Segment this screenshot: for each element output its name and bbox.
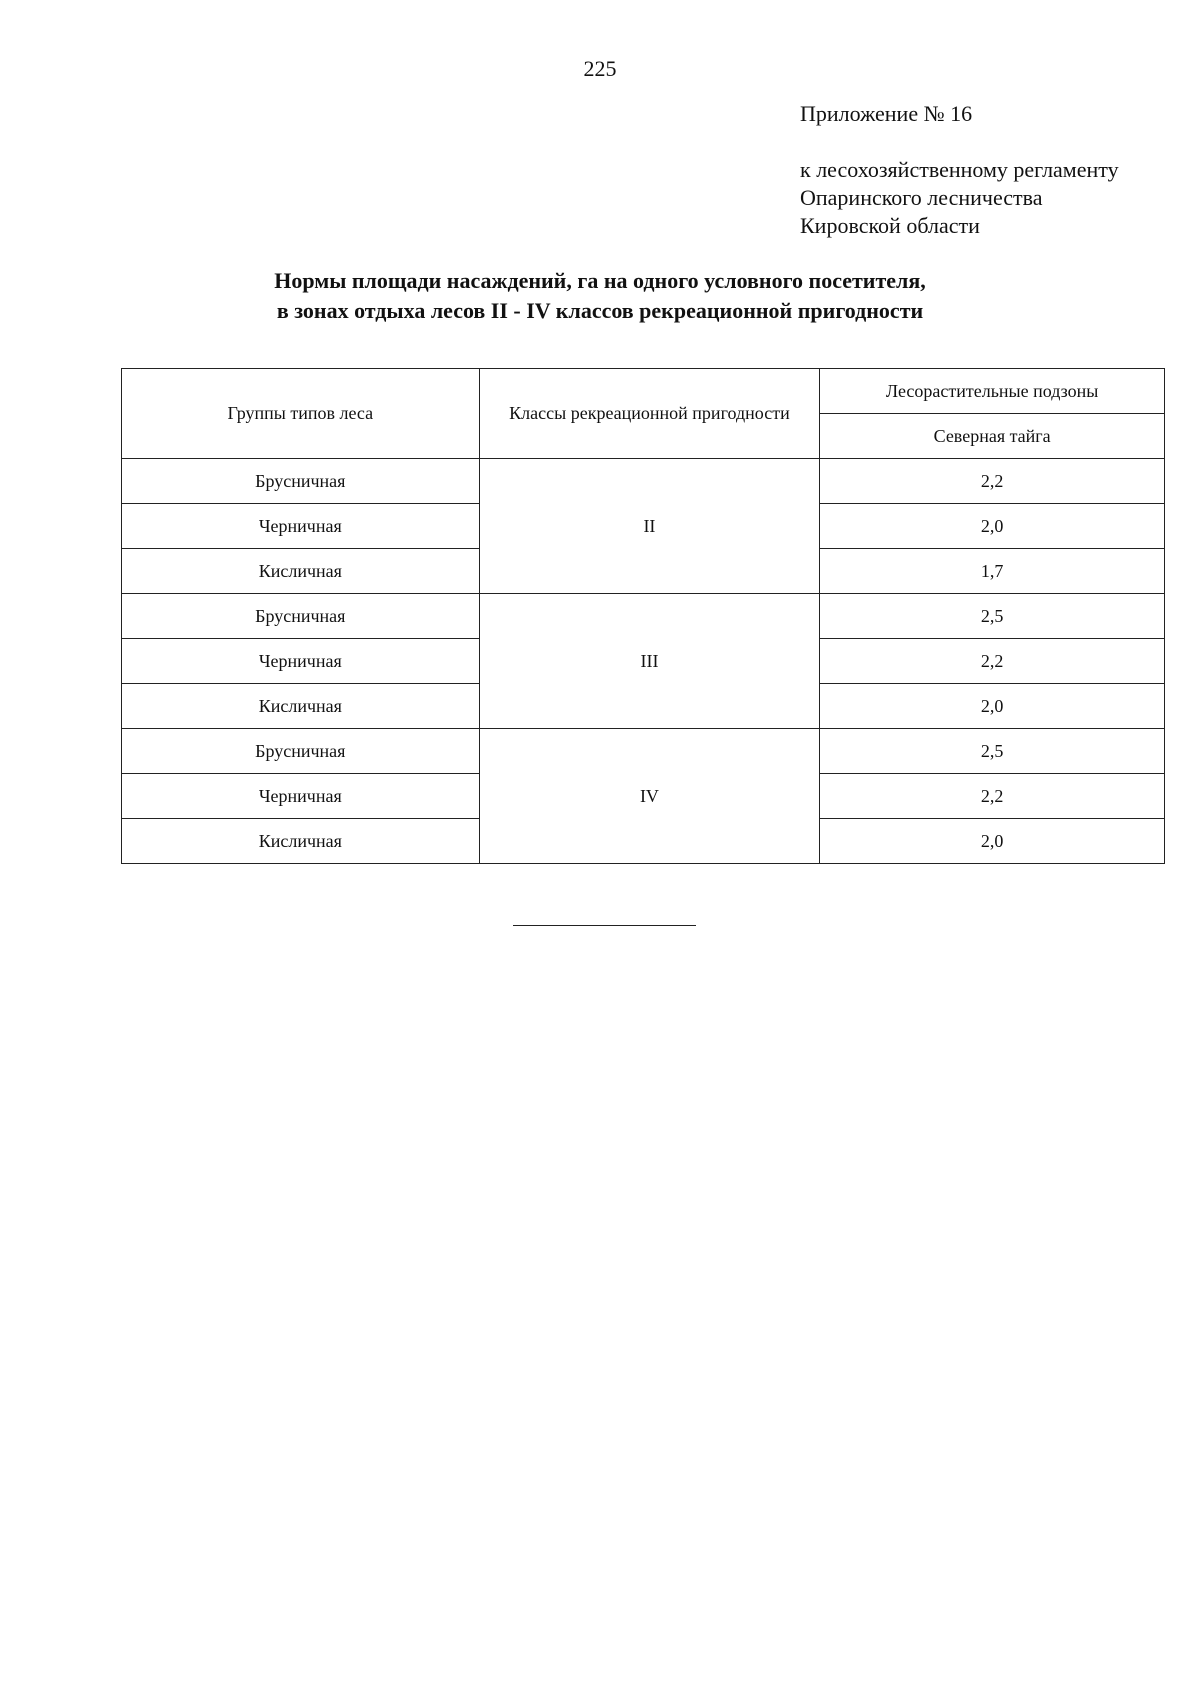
appendix-block [800, 100, 1119, 240]
cell-value: 2,0 [820, 504, 1165, 549]
title-line-2: в зонах отдыха лесов II - IV классов рекреационной пригодности [276, 298, 924, 323]
table-header [122, 369, 1165, 459]
appendix-title: Приложение № 16 [800, 101, 973, 126]
header-recreation-classes: Классы рекреационной пригодности [479, 369, 820, 459]
cell-forest-group: Кисличная [122, 549, 480, 594]
cell-forest-group: Брусничная [122, 594, 480, 639]
cell-recreation-class: IV [479, 729, 820, 864]
document-title [0, 266, 1200, 326]
page-number: 225 [583, 56, 617, 81]
cell-forest-group: Черничная [122, 504, 480, 549]
cell-recreation-class: II [479, 459, 820, 594]
appendix-line-2: Опаринского лесничества [800, 185, 1043, 210]
cell-value: 1,7 [820, 549, 1165, 594]
norms-table [121, 368, 1165, 864]
cell-recreation-class: III [479, 594, 820, 729]
appendix-line-3: Кировской области [800, 213, 980, 238]
table-row [122, 459, 1165, 504]
end-rule [513, 925, 696, 926]
cell-value: 2,2 [820, 459, 1165, 504]
cell-value: 2,0 [820, 819, 1165, 864]
cell-value: 2,5 [820, 594, 1165, 639]
cell-forest-group: Черничная [122, 774, 480, 819]
table-row [122, 594, 1165, 639]
header-subzones: Лесорастительные подзоны [820, 369, 1165, 414]
cell-forest-group: Кисличная [122, 819, 480, 864]
cell-value: 2,2 [820, 639, 1165, 684]
appendix-line-1: к лесохозяйственному регламенту [800, 157, 1119, 182]
table-body [122, 459, 1165, 864]
header-forest-groups: Группы типов леса [122, 369, 480, 459]
cell-forest-group: Брусничная [122, 459, 480, 504]
cell-value: 2,5 [820, 729, 1165, 774]
cell-forest-group: Кисличная [122, 684, 480, 729]
header-row [122, 369, 1165, 414]
cell-forest-group: Черничная [122, 639, 480, 684]
header-subzone-name: Северная тайга [820, 414, 1165, 459]
title-line-1: Нормы площади насаждений, га на одного условного посетителя, [274, 268, 926, 293]
cell-value: 2,0 [820, 684, 1165, 729]
cell-value: 2,2 [820, 774, 1165, 819]
table-row [122, 729, 1165, 774]
cell-forest-group: Брусничная [122, 729, 480, 774]
